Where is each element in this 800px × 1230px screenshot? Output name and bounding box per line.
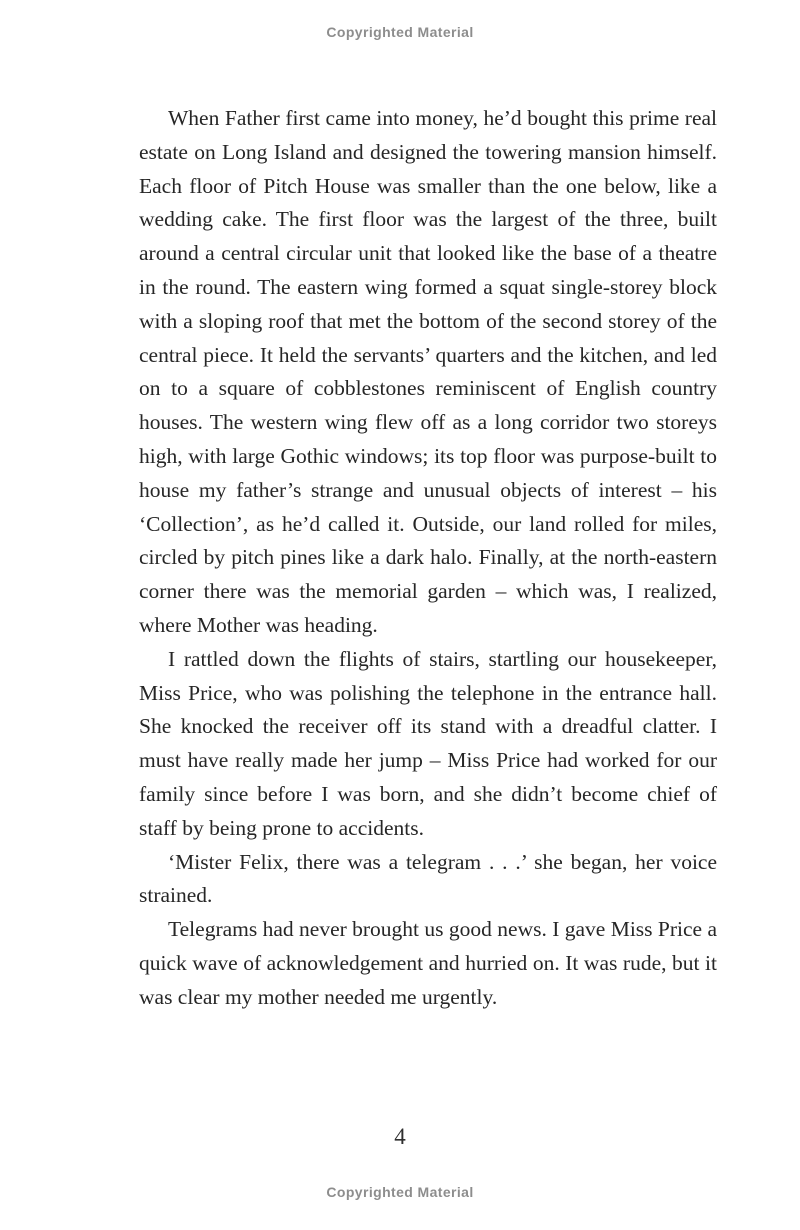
paragraph-1: When Father first came into money, he’d bought this prime real estate on Long Island and designed the towering mansion himself. Each floor of Pitch House was smaller than the one below, like a wedding cake. The first floor was the largest of the three, built around a central circular unit that looked like the base of a theatre in the round. The eastern wing formed a squat single-storey block with a sloping roof that met the bottom of the second storey of the central piece. It held the servants’ quarters and the kitchen, and led on to a square of cobblestones reminiscent of English country houses. The western wing flew off as a long corridor two storeys high, with large Gothic windows; its top floor was purpose-built to house my father’s strange and unusual objects of interest – his ‘Collection’, as he’d called it. Outside, our land rolled for miles, circled by pitch pines like a dark halo. Finally, at the north-eastern corner there was the memorial garden – which was, I realized, where Mother was heading. xyxy=(139,106,717,637)
copyright-notice-bottom: Copyrighted Material xyxy=(326,1184,474,1200)
paragraph-2: I rattled down the flights of stairs, startling our housekeeper, Miss Price, who was polishing the telephone in the entrance hall. She knocked the receiver off its stand with a dreadful clatter. I must have really made her jump – Miss Price had worked for our family since before I was born, and she didn’t become chief of staff by being prone to accidents. xyxy=(139,646,717,840)
page-number: 4 xyxy=(394,1124,406,1149)
paragraph-4: Telegrams had never brought us good news. I gave Miss Price a quick wave of acknowledgement and hurried on. It was rude, but it was clear my mother needed me urgently. xyxy=(139,917,717,1009)
paragraph-3: ‘Mister Felix, there was a telegram . . .’ she began, her voice strained. xyxy=(139,849,717,908)
copyright-notice-top: Copyrighted Material xyxy=(326,24,474,40)
body-text-block xyxy=(139,102,717,1015)
